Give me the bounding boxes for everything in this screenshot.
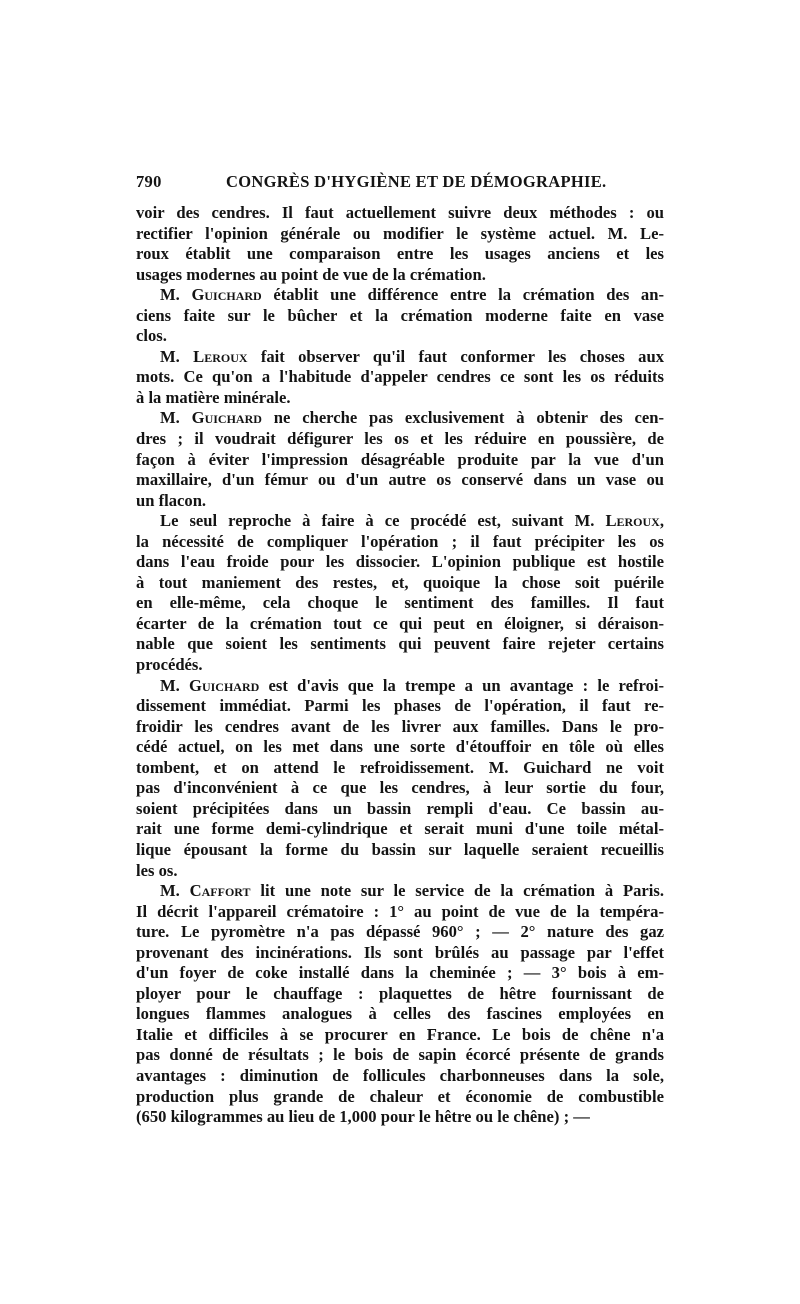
text-line: rectifier l'opinion générale ou modifier le système actuel. M. Le-	[136, 223, 664, 243]
text-line: procédés.	[136, 655, 203, 675]
text-line: M. Caffort lit une note sur le service de la crémation à Paris.	[160, 881, 664, 901]
text-line: cédé actuel, on les met dans une sorte d'étouffoir en tôle où elles	[136, 737, 664, 757]
text-line: froidir les cendres avant de les livrer aux familles. Dans le pro-	[136, 716, 664, 736]
text-line: (650 kilogrammes au lieu de 1,000 pour le hêtre ou le chêne) ; —	[136, 1107, 590, 1127]
paragraph	[136, 347, 664, 409]
text-line: M. Guichard ne cherche pas exclusivement à obtenir des cen-	[160, 408, 664, 428]
text-line: maxillaire, d'un fémur ou d'un autre os conservé dans un vase ou	[136, 470, 664, 490]
text-line: pas d'inconvénient à ce que les cendres, à leur sortie du four,	[136, 778, 664, 798]
text-line: façon à éviter l'impression désagréable produite par la vue d'un	[136, 449, 664, 469]
text-line: écarter de la crémation tout ce qui peut en éloigner, si déraison-	[136, 613, 664, 633]
text-line: Il décrit l'appareil crématoire : 1° au point de vue de la tempéra-	[136, 901, 664, 921]
text-line: Le seul reproche à faire à ce procédé est, suivant M. Leroux,	[160, 511, 664, 531]
text-line: un flacon.	[136, 490, 207, 510]
text-line: provenant des incinérations. Ils sont brûlés au passage par l'effet	[136, 942, 664, 962]
text-line: M. Guichard est d'avis que la trempe a un avantage : le refroi-	[160, 675, 664, 695]
text-line: mots. Ce qu'on a l'habitude d'appeler cendres ce sont les os réduits	[136, 367, 664, 387]
text-line: nable que soient les sentiments qui peuvent faire rejeter certains	[136, 634, 664, 654]
text-line: en elle-même, cela choque le sentiment des familles. Il faut	[136, 593, 664, 613]
paragraph	[136, 676, 664, 881]
speaker-name: Guichard	[191, 285, 262, 305]
text-line: M. Leroux fait observer qu'il faut conformer les choses aux	[160, 346, 664, 366]
speaker-name: Leroux	[605, 511, 660, 531]
text-line: clos.	[136, 326, 167, 346]
text-line: dissement immédiat. Parmi les phases de l'opération, il faut re-	[136, 696, 664, 716]
text-line: les os.	[136, 860, 178, 880]
speaker-name: Caffort	[189, 881, 251, 901]
running-title: CONGRÈS D'HYGIÈNE ET DE DÉMOGRAPHIE.	[226, 172, 607, 191]
text-line: pas donné de résultats ; le bois de sapin écorcé présente de grands	[136, 1045, 664, 1065]
text-line: avantages : diminution de follicules charbonneuses dans la sole,	[136, 1065, 664, 1085]
paragraph	[136, 881, 664, 1128]
text-line: voir des cendres. Il faut actuellement suivre deux méthodes : ou	[136, 203, 664, 222]
text-line: à tout maniement des restes, et, quoique la chose soit puérile	[136, 572, 664, 592]
text-line: ture. Le pyromètre n'a pas dépassé 960° ; — 2° nature des gaz	[136, 922, 664, 942]
speaker-name: Guichard	[189, 675, 260, 695]
paragraph	[136, 408, 664, 511]
text-line: M. Guichard établit une différence entre la crémation des an-	[160, 285, 664, 305]
text-line: soient précipitées dans un bassin rempli d'eau. Ce bassin au-	[136, 798, 664, 818]
text-line: usages modernes au point de vue de la crémation.	[136, 264, 486, 284]
text-line: lique épousant la forme du bassin sur laquelle seraient recueillis	[136, 839, 664, 859]
text-line: à la matière minérale.	[136, 387, 291, 407]
speaker-name: Guichard	[191, 408, 262, 428]
text-line: roux établit une comparaison entre les usages anciens et les	[136, 244, 664, 264]
page-number: 790	[136, 172, 162, 191]
text-line: d'un foyer de coke installé dans la cheminée ; — 3° bois à em-	[136, 963, 664, 983]
text-line: ployer pour le chauffage : plaquettes de hêtre fournissant de	[136, 983, 664, 1003]
speaker-name: Leroux	[193, 346, 248, 366]
text-line: Italie et difficiles à se procurer en France. Le bois de chêne n'a	[136, 1024, 664, 1044]
text-line: production plus grande de chaleur et économie de combustible	[136, 1086, 664, 1106]
text-line: tombent, et on attend le refroidissement. M. Guichard ne voit	[136, 757, 664, 777]
body-text	[136, 203, 664, 1128]
text-line: ciens faite sur le bûcher et la crémation moderne faite en vase	[136, 305, 664, 325]
text-line: longues flammes analogues à celles des fascines employées en	[136, 1004, 664, 1024]
text-line: dans l'eau froide pour les dissocier. L'opinion publique est hostile	[136, 552, 664, 572]
text-line: la nécessité de compliquer l'opération ; il faut précipiter les os	[136, 531, 664, 551]
paragraph	[136, 511, 664, 675]
text-line: dres ; il voudrait défigurer les os et les réduire en poussière, de	[136, 429, 664, 449]
paragraph	[136, 285, 664, 347]
paragraph	[136, 203, 664, 285]
text-line: rait une forme demi-cylindrique et serait muni d'une toile métal-	[136, 819, 664, 839]
